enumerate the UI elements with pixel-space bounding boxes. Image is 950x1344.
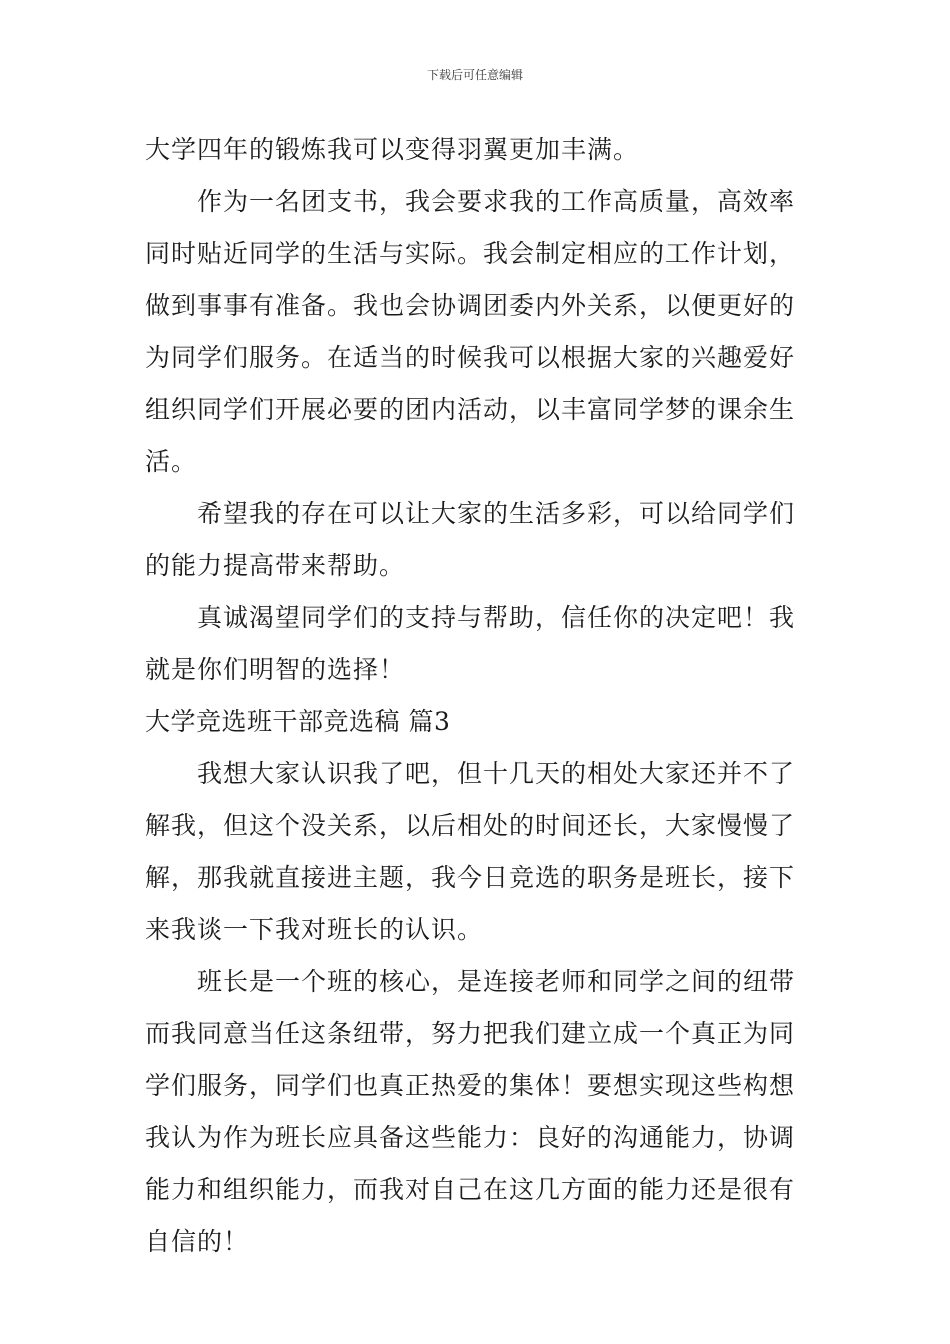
section-heading: 大学竞选班干部竞选稿 篇3 (145, 707, 451, 736)
header-note: 下载后可任意编辑 (426, 68, 523, 82)
paragraph-line: 同时贴近同学的生活与实际。我会制定相应的工作计划， (145, 239, 796, 268)
paragraph-line: 解我，但这个没关系，以后相处的时间还长，大家慢慢了 (145, 811, 796, 840)
paragraph-line: 而我同意当任这条纽带，努力把我们建立成一个真正为同 (145, 1019, 796, 1048)
paragraph-line: 班长是一个班的核心，是连接老师和同学之间的纽带 (197, 967, 796, 996)
paragraph-line: 来我谈一下我对班长的认识。 (145, 915, 484, 944)
paragraph-line: 自信的！ (145, 1227, 250, 1256)
paragraph-line: 活。 (145, 447, 198, 476)
paragraph-line: 做到事事有准备。我也会协调团委内外关系，以便更好的 (145, 291, 796, 320)
paragraph-line: 组织同学们开展必要的团内活动，以丰富同学梦的课余生 (145, 395, 796, 424)
paragraph-line: 的能力提高带来帮助。 (145, 551, 406, 580)
paragraph-line: 我认为作为班长应具备这些能力：良好的沟通能力，协调 (145, 1123, 796, 1152)
paragraph-line: 作为一名团支书，我会要求我的工作高质量，高效率 (197, 187, 796, 216)
paragraph-line: 就是你们明智的选择！ (145, 655, 406, 684)
document-body (145, 124, 810, 1268)
paragraph-line: 大学四年的锻炼我可以变得羽翼更加丰满。 (145, 135, 640, 164)
paragraph-line: 我想大家认识我了吧，但十几天的相处大家还并不了 (197, 759, 796, 788)
paragraph-line: 学们服务，同学们也真正热爱的集体！要想实现这些构想 (145, 1071, 796, 1100)
paragraph-line: 能力和组织能力，而我对自己在这几方面的能力还是很有 (145, 1175, 796, 1204)
paragraph-line: 为同学们服务。在适当的时候我可以根据大家的兴趣爱好 (145, 343, 796, 372)
paragraph-line: 解，那我就直接进主题，我今日竞选的职务是班长，接下 (145, 863, 796, 892)
paragraph-line: 真诚渴望同学们的支持与帮助，信任你的决定吧！我 (197, 603, 796, 632)
paragraph-line: 希望我的存在可以让大家的生活多彩，可以给同学们 (197, 499, 796, 528)
